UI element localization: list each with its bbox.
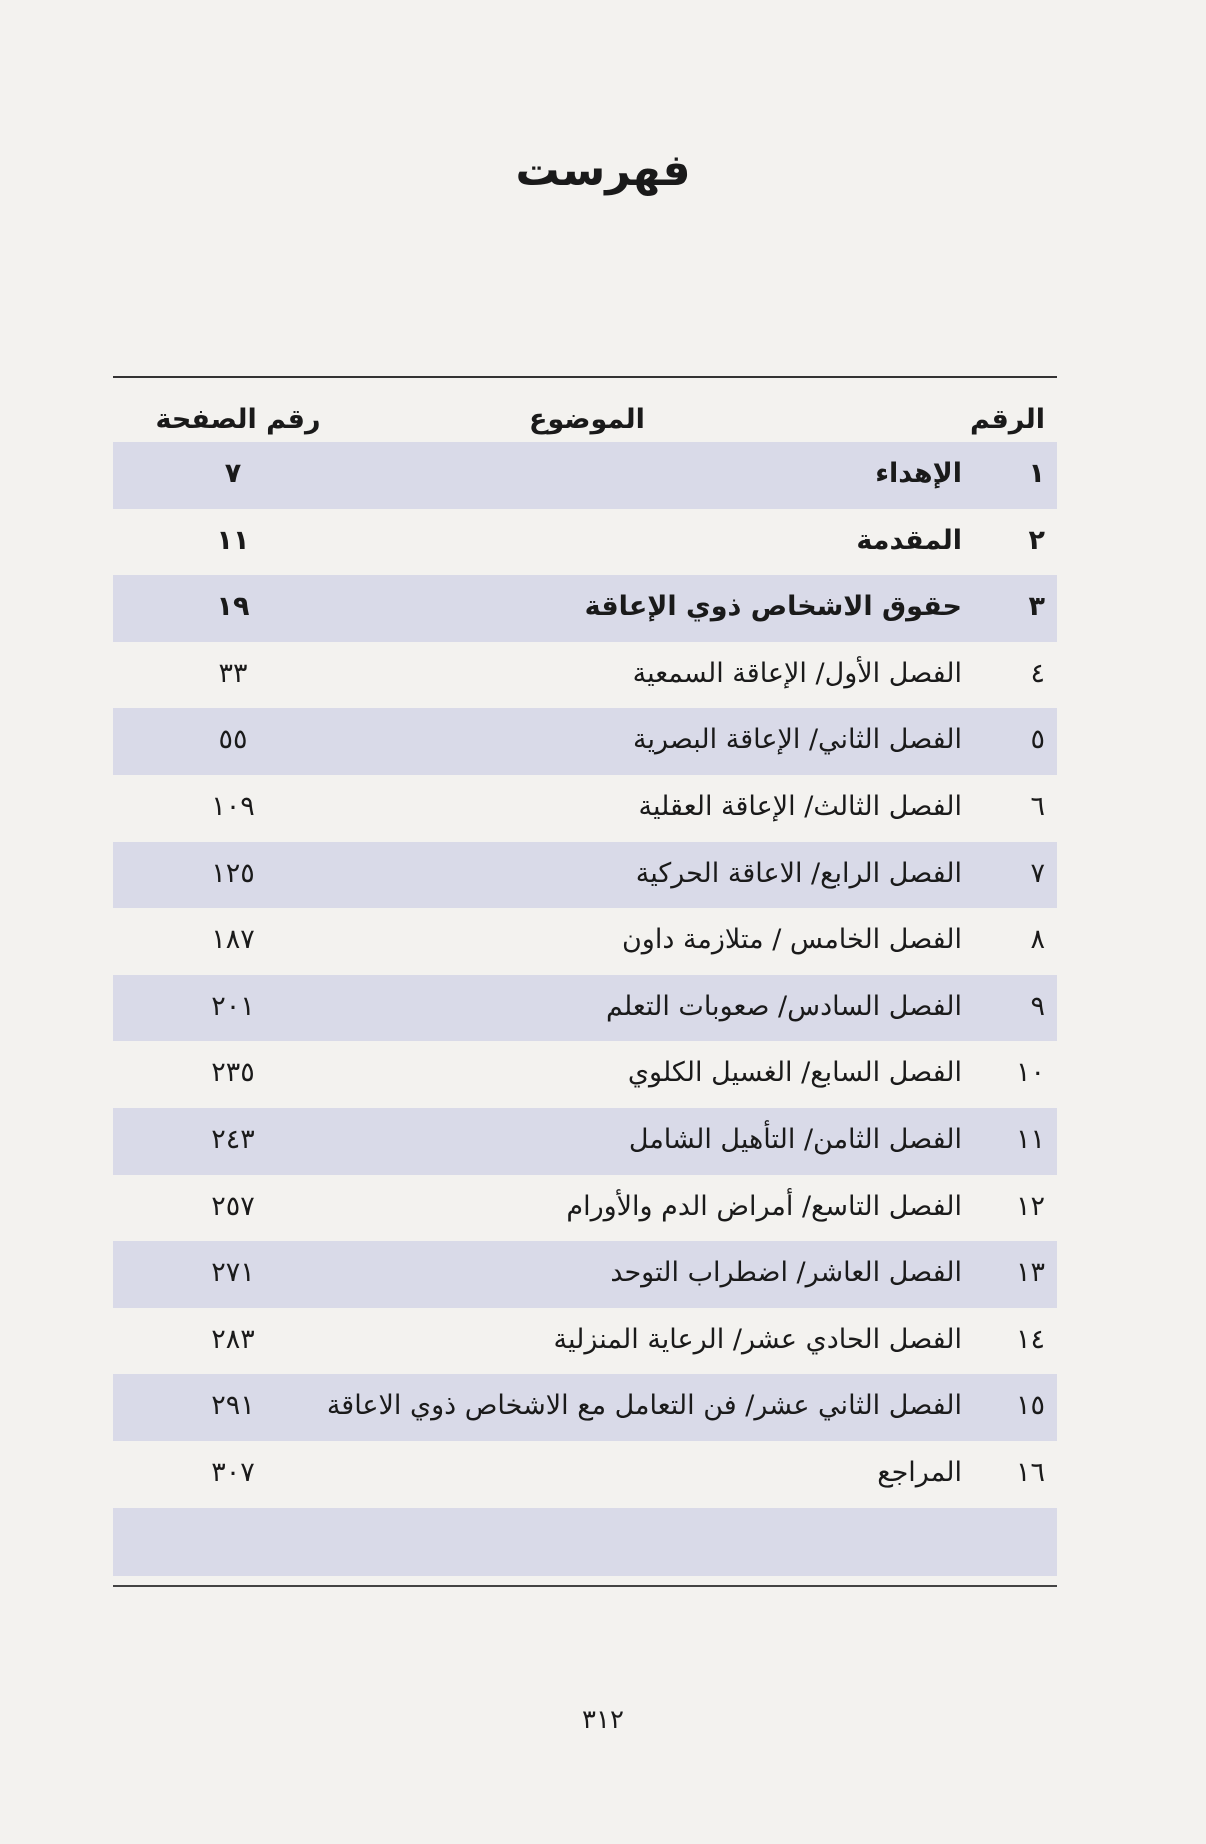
table-row <box>113 1108 1057 1175</box>
row-topic: الفصل الخامس / متلازمة داون <box>621 924 962 956</box>
page-number: ٣١٢ <box>582 1705 624 1735</box>
table-row <box>113 1441 1057 1508</box>
bottom-rule <box>113 1585 1057 1587</box>
table-row <box>113 509 1057 576</box>
row-topic: المقدمة <box>856 524 962 556</box>
table-row <box>113 1241 1057 1308</box>
row-page: ١٢٥ <box>211 857 255 889</box>
table-row <box>113 1374 1057 1441</box>
table-header <box>113 378 1057 442</box>
row-number: ١٤ <box>1015 1323 1045 1355</box>
row-page: ٢٨٣ <box>211 1323 255 1355</box>
row-page: ٣٠٧ <box>211 1456 255 1488</box>
row-number: ١٢ <box>1015 1190 1045 1222</box>
row-topic: الفصل التاسع/ أمراض الدم والأورام <box>566 1190 962 1222</box>
table-row <box>113 708 1057 775</box>
row-topic: المراجع <box>877 1456 962 1488</box>
row-page: ٢٥٧ <box>211 1190 255 1222</box>
row-number: ٤ <box>1030 657 1045 689</box>
row-number: ٣ <box>1028 591 1045 623</box>
row-topic: الفصل الثالث/ الإعاقة العقلية <box>638 790 962 822</box>
row-number: ٢ <box>1028 524 1045 556</box>
row-number: ٥ <box>1030 724 1045 756</box>
table-of-contents <box>113 376 1057 1576</box>
row-number: ١٣ <box>1015 1257 1045 1289</box>
table-row <box>113 1175 1057 1242</box>
row-number: ٨ <box>1030 924 1045 956</box>
row-topic: الفصل الثاني عشر/ فن التعامل مع الاشخاص ذوي الاعاقة <box>326 1390 962 1422</box>
header-number: الرقم <box>969 404 1045 435</box>
table-tail-band <box>113 1508 1057 1576</box>
row-number: ٩ <box>1030 990 1045 1022</box>
row-page: ٢٩١ <box>211 1390 255 1422</box>
row-topic: الفصل العاشر/ اضطراب التوحد <box>610 1257 962 1289</box>
table-row <box>113 1308 1057 1375</box>
row-topic: الفصل السادس/ صعوبات التعلم <box>606 990 962 1022</box>
row-number: ١٥ <box>1015 1390 1045 1422</box>
row-topic: الفصل الأول/ الإعاقة السمعية <box>632 657 962 689</box>
row-topic: الفصل السابع/ الغسيل الكلوي <box>627 1057 962 1089</box>
page-title: فهرست <box>515 145 691 196</box>
row-topic: حقوق الاشخاص ذوي الإعاقة <box>584 591 962 623</box>
row-page: ٧ <box>224 458 242 489</box>
row-number: ١ <box>1028 458 1045 489</box>
table-row <box>113 642 1057 709</box>
row-page: ١٨٧ <box>211 924 255 956</box>
row-topic: الفصل الثامن/ التأهيل الشامل <box>628 1123 962 1155</box>
row-number: ١٦ <box>1015 1456 1045 1488</box>
row-page: ٣٣ <box>218 657 248 689</box>
row-topic: الإهداء <box>875 458 962 489</box>
row-number: ١١ <box>1015 1123 1045 1155</box>
row-page: ١١ <box>216 524 250 556</box>
table-row <box>113 575 1057 642</box>
table-row <box>113 908 1057 975</box>
row-topic: الفصل الثاني/ الإعاقة البصرية <box>632 724 962 756</box>
header-topic: الموضوع <box>529 404 645 435</box>
table-row <box>113 775 1057 842</box>
header-page: رقم الصفحة <box>155 404 321 435</box>
row-page: ٥٥ <box>218 724 248 756</box>
row-page: ١٩ <box>216 591 250 623</box>
row-page: ٢٣٥ <box>211 1057 255 1089</box>
row-page: ٢٧١ <box>211 1257 255 1289</box>
table-row <box>113 1041 1057 1108</box>
row-topic: الفصل الرابع/ الاعاقة الحركية <box>635 857 962 889</box>
table-row <box>113 975 1057 1042</box>
row-topic: الفصل الحادي عشر/ الرعاية المنزلية <box>553 1323 962 1355</box>
row-number: ٦ <box>1030 790 1045 822</box>
row-number: ٧ <box>1030 857 1045 889</box>
row-number: ١٠ <box>1015 1057 1045 1089</box>
row-page: ١٠٩ <box>211 790 255 822</box>
row-page: ٢٠١ <box>211 990 255 1022</box>
row-page: ٢٤٣ <box>211 1123 255 1155</box>
table-row <box>113 842 1057 909</box>
table-row <box>113 442 1057 509</box>
